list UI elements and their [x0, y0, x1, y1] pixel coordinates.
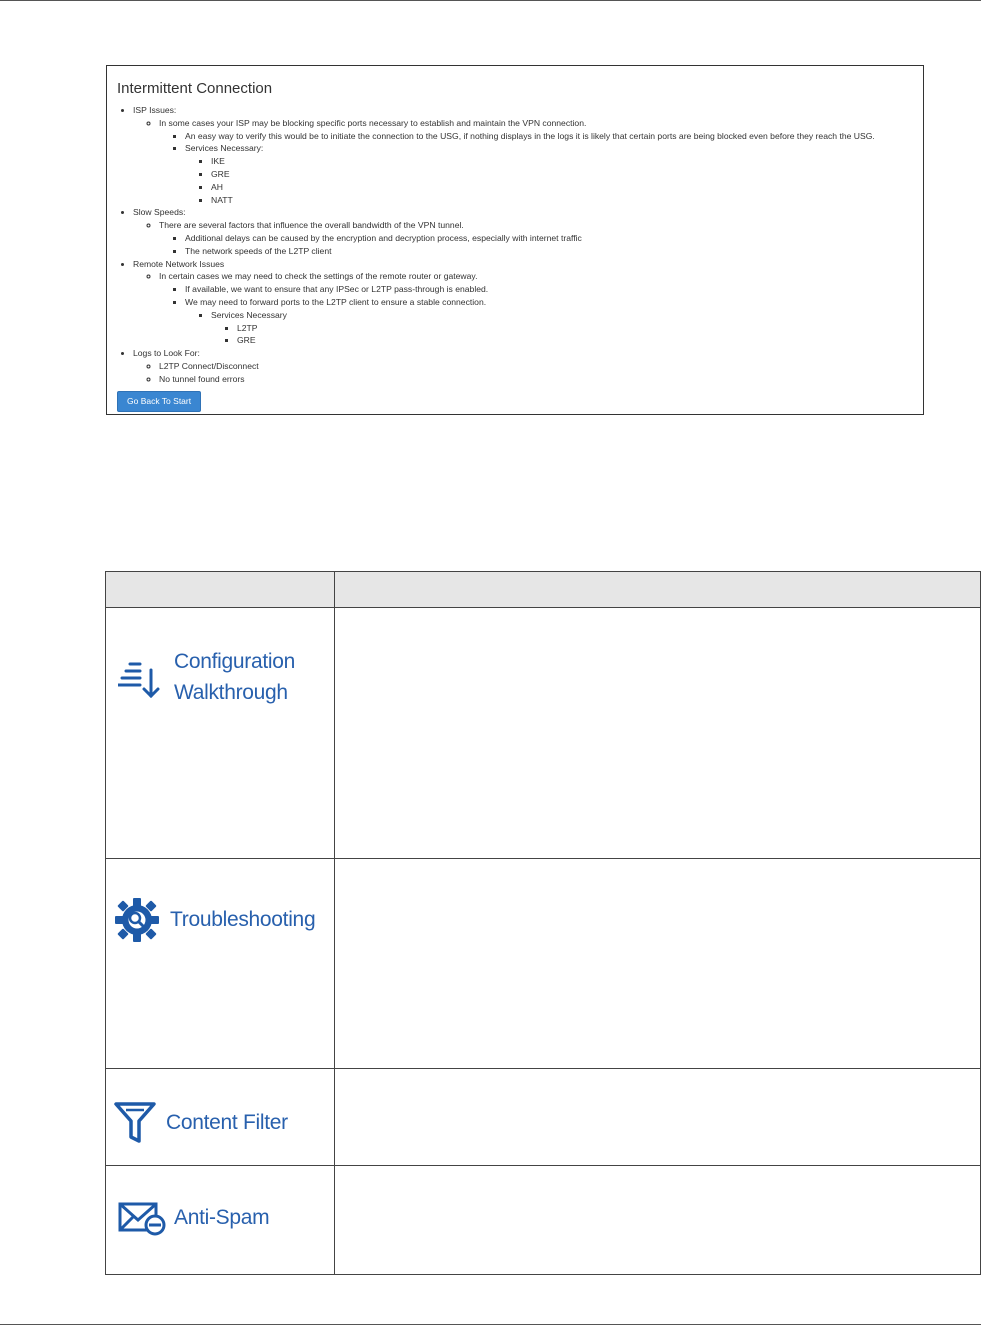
slow-speeds-item: The network speeds of the L2TP client [185, 245, 332, 256]
anti-spam-icon [118, 1200, 166, 1236]
configuration-label: Configuration [174, 650, 296, 673]
list-item [237, 334, 919, 347]
list-item [185, 296, 919, 347]
table-cell [335, 1069, 981, 1166]
panel-title: Intermittent Connection [117, 80, 273, 97]
page-top-rule [0, 0, 981, 1]
slow-speeds-label: Slow Speeds: [133, 207, 186, 218]
table-row [106, 608, 981, 859]
content-filter-label: Content Filter [166, 1111, 288, 1134]
list-item [185, 232, 919, 245]
list-item [185, 245, 919, 258]
configuration-walkthrough-icon [118, 656, 162, 704]
page-bottom-rule [0, 1324, 981, 1325]
walkthrough-label: Walkthrough [174, 681, 288, 704]
table-cell [335, 608, 981, 859]
log-item: No tunnel found errors [159, 373, 245, 384]
list-item [237, 322, 919, 335]
configuration-walkthrough-badge[interactable] [118, 646, 334, 708]
list-item [159, 270, 919, 347]
intermittent-connection-panel [106, 65, 924, 415]
table-header-cell [335, 572, 981, 608]
feature-table [105, 571, 981, 1275]
list-item [159, 360, 919, 373]
go-back-to-start-button[interactable]: Go Back To Start [117, 391, 201, 412]
list-item [159, 117, 919, 207]
isp-services-label: Services Necessary: [185, 143, 264, 154]
isp-verify-text: An easy way to verify this would be to initiate the connection to the USG, if nothing displays in the logs it is likely that certain ports are being blocked even before they reach the USG. [185, 130, 875, 141]
remote-network-item: If available, we want to ensure that any IPSec or L2TP pass-through is enabled. [185, 284, 489, 295]
table-header-cell [106, 572, 335, 608]
remote-network-detail: In certain cases we may need to check the settings of the remote router or gateway. [159, 271, 478, 282]
service-l2tp: L2TP [237, 322, 258, 333]
list-item [185, 283, 919, 296]
slow-speeds-detail: There are several factors that influence the overall bandwidth of the VPN tunnel. [159, 220, 464, 231]
table-cell [106, 859, 335, 1069]
list-item [211, 155, 919, 168]
list-item [211, 181, 919, 194]
troubleshooting-gear-icon [114, 897, 160, 943]
anti-spam-label: Anti-Spam [174, 1206, 270, 1229]
remote-services-label: Services Necessary [211, 309, 287, 320]
list-item [211, 194, 919, 207]
list-item [133, 347, 919, 385]
log-item: L2TP Connect/Disconnect [159, 360, 259, 371]
table-row [106, 1166, 981, 1275]
list-item [159, 219, 919, 257]
isp-issues-label: ISP Issues: [133, 105, 177, 115]
anti-spam-badge[interactable] [118, 1200, 334, 1236]
content-filter-badge[interactable] [114, 1101, 334, 1145]
list-item [185, 142, 919, 206]
remote-network-item: We may need to forward ports to the L2TP client to ensure a stable connection. [185, 296, 487, 307]
list-item [211, 309, 919, 347]
list-item [133, 104, 919, 206]
slow-speeds-item: Additional delays can be caused by the encryption and decryption process, especially with internet traffic [185, 232, 582, 243]
content-filter-icon [114, 1101, 156, 1145]
service-gre: GRE [237, 335, 256, 346]
table-cell [106, 1069, 335, 1166]
table-row [106, 1069, 981, 1166]
table-cell [335, 859, 981, 1069]
list-item [159, 373, 919, 386]
isp-issues-detail: In some cases your ISP may be blocking specific ports necessary to establish and maintain the VPN connection. [159, 117, 587, 128]
list-item [211, 168, 919, 181]
list-item [185, 130, 919, 143]
table-row [106, 859, 981, 1069]
troubleshooting-label: Troubleshooting [170, 908, 316, 931]
list-item [133, 258, 919, 348]
service-ah: AH [211, 181, 223, 192]
troubleshooting-outline [117, 104, 919, 386]
service-gre: GRE [211, 168, 230, 179]
logs-label: Logs to Look For: [133, 348, 200, 359]
table-header-row [106, 572, 981, 608]
table-cell [335, 1166, 981, 1275]
troubleshooting-badge[interactable] [114, 897, 334, 943]
service-ike: IKE [211, 156, 225, 167]
remote-network-label: Remote Network Issues [133, 258, 225, 269]
list-item [133, 206, 919, 257]
table-cell [106, 1166, 335, 1275]
table-cell [106, 608, 335, 859]
service-natt: NATT [211, 194, 233, 205]
